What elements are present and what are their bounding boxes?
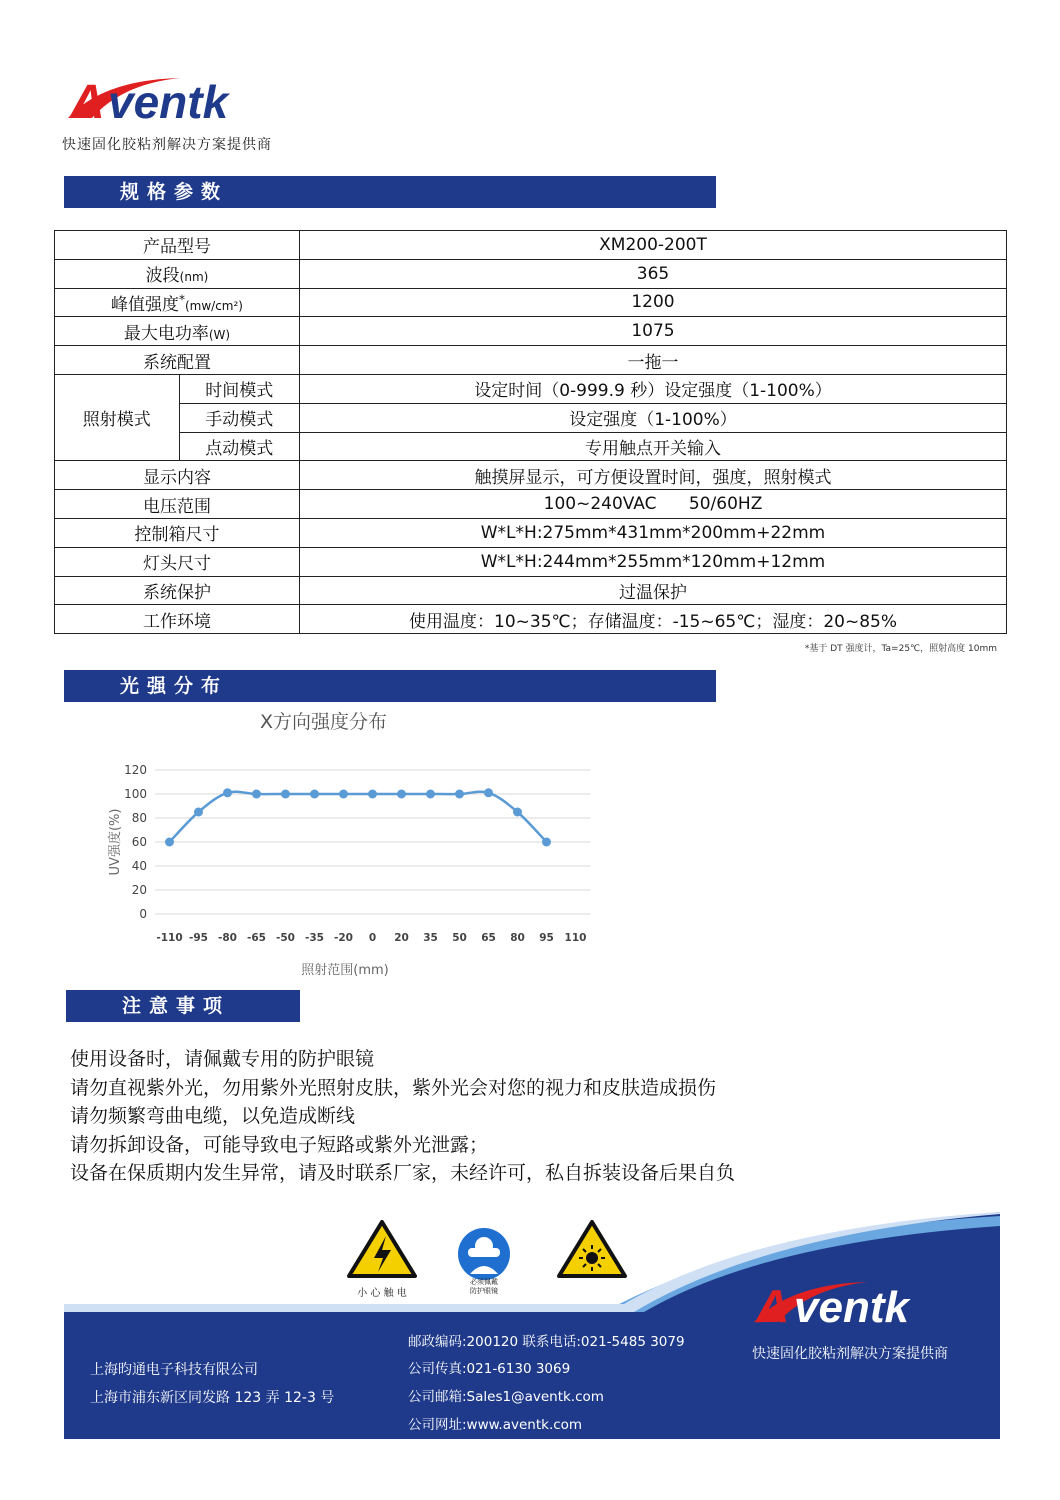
spec-label-text: 峰值强度 bbox=[110, 294, 179, 315]
y-tick-label: 60 bbox=[131, 835, 147, 849]
spec-row bbox=[55, 605, 1007, 634]
data-point bbox=[223, 788, 232, 797]
spec-row bbox=[55, 288, 1007, 317]
spec-label bbox=[55, 461, 300, 490]
section-light-header: 光强分布 bbox=[64, 670, 716, 702]
x-tick-label: -20 bbox=[334, 932, 353, 944]
x-tick-label: 110 bbox=[564, 932, 587, 944]
x-tick-label: 50 bbox=[452, 932, 467, 944]
mode-label: 点动模式 bbox=[179, 432, 300, 461]
spec-value: 一拖一 bbox=[300, 346, 1007, 375]
x-tick-label: -110 bbox=[156, 932, 183, 944]
spec-row bbox=[55, 490, 1007, 519]
website-link[interactable]: 公司网址:www.aventk.com bbox=[408, 1417, 583, 1433]
spec-value: 触摸屏显示，可方便设置时间，强度，照射模式 bbox=[300, 461, 1007, 490]
y-tick-label: 100 bbox=[124, 787, 147, 801]
y-tick-label: 0 bbox=[139, 907, 147, 921]
brand-tagline: 快速固化胶粘剂解决方案提供商 bbox=[62, 137, 272, 153]
uv-warning-sign bbox=[555, 1218, 629, 1280]
spec-row bbox=[55, 432, 1007, 461]
email-link[interactable]: 公司邮箱:Sales1@aventk.com bbox=[408, 1389, 604, 1405]
fax: 公司传真:021-6130 3069 bbox=[408, 1361, 571, 1377]
aventk-logo bbox=[62, 70, 292, 132]
svg-text:A: A bbox=[756, 1280, 790, 1332]
spec-value: 1075 bbox=[300, 317, 1007, 346]
spec-label-text: 灯头尺寸 bbox=[143, 554, 211, 575]
electric-warning-sign bbox=[345, 1218, 419, 1280]
spec-value: 100~240VAC 50/60HZ bbox=[300, 490, 1007, 519]
x-tick-label: -95 bbox=[189, 932, 208, 944]
spec-label-unit: (nm) bbox=[179, 270, 209, 285]
spec-row bbox=[55, 259, 1007, 288]
spec-value: 设定强度（1-100%） bbox=[300, 403, 1007, 432]
spec-label bbox=[55, 317, 300, 346]
notice-item: 请勿拆卸设备，可能导致电子短路或紫外光泄露； bbox=[70, 1133, 489, 1156]
spec-value: 1200 bbox=[300, 288, 1007, 317]
spec-value: 365 bbox=[300, 259, 1007, 288]
mode-label: 手动模式 bbox=[179, 403, 300, 432]
x-tick-label: 95 bbox=[539, 932, 554, 944]
spec-value: 使用温度：10~35℃；存储温度：-15~65℃；湿度：20~85% bbox=[300, 605, 1007, 634]
spec-label-text: 产品型号 bbox=[143, 237, 211, 258]
data-point bbox=[484, 788, 493, 797]
spec-value: W*L*H:244mm*255mm*120mm+12mm bbox=[300, 547, 1007, 576]
mode-group-label: 照射模式 bbox=[55, 374, 180, 460]
spec-table bbox=[54, 230, 1007, 634]
spec-row bbox=[55, 518, 1007, 547]
spec-value: W*L*H:275mm*431mm*200mm+22mm bbox=[300, 518, 1007, 547]
spec-label bbox=[55, 605, 300, 634]
spec-label-unit: (W) bbox=[208, 327, 231, 342]
spec-label bbox=[55, 231, 300, 260]
spec-label-unit: (mw/cm²) bbox=[184, 298, 243, 313]
spec-label-text: 最大电功率 bbox=[123, 323, 209, 344]
spec-row bbox=[55, 461, 1007, 490]
spec-label bbox=[55, 288, 300, 317]
x-axis-label: 照射范围(mm) bbox=[301, 963, 389, 978]
spec-label bbox=[55, 259, 300, 288]
data-point bbox=[513, 808, 522, 817]
data-point bbox=[542, 838, 551, 847]
spec-row bbox=[55, 547, 1007, 576]
spec-label-text: 系统保护 bbox=[143, 582, 211, 603]
company-name: 上海昀通电子科技有限公司 bbox=[90, 1362, 258, 1378]
spec-label bbox=[55, 576, 300, 605]
spec-row bbox=[55, 403, 1007, 432]
x-tick-label: 80 bbox=[510, 932, 525, 944]
y-tick-label: 120 bbox=[124, 763, 147, 777]
postcode-phone: 邮政编码:200120 联系电话:021-5485 3079 bbox=[408, 1334, 685, 1350]
notice-list bbox=[70, 1045, 735, 1188]
footer-aventk-logo bbox=[750, 1278, 980, 1334]
data-point bbox=[455, 790, 464, 799]
section-notice-header: 注意事项 bbox=[66, 990, 300, 1022]
notice-item: 设备在保质期内发生异常，请及时联系厂家，未经许可，私自拆装设备后果自负 bbox=[70, 1162, 736, 1184]
data-point bbox=[281, 790, 290, 799]
spec-row bbox=[55, 576, 1007, 605]
data-point bbox=[339, 790, 348, 799]
notice-item: 使用设备时，请佩戴专用的防护眼镜 bbox=[70, 1048, 375, 1070]
spec-label-text: 控制箱尺寸 bbox=[134, 525, 220, 546]
logo-text: ventk bbox=[108, 76, 229, 128]
data-point bbox=[310, 790, 319, 799]
spec-value: 过温保护 bbox=[300, 576, 1007, 605]
lightning-icon bbox=[345, 1218, 419, 1280]
x-tick-label: -80 bbox=[218, 932, 237, 944]
x-tick-label: 65 bbox=[481, 932, 496, 944]
footer-tagline: 快速固化胶粘剂解决方案提供商 bbox=[752, 1346, 948, 1362]
goggles-icon bbox=[456, 1226, 512, 1282]
chart-title: X方向强度分布 bbox=[260, 711, 388, 733]
data-point bbox=[426, 790, 435, 799]
spec-label bbox=[55, 346, 300, 375]
electric-sign-caption: 小 心 触 电 bbox=[357, 1288, 407, 1299]
spec-label-text: 工作环境 bbox=[143, 611, 211, 632]
mode-label: 时间模式 bbox=[179, 374, 300, 403]
y-axis-label: UV强度(%) bbox=[108, 808, 123, 876]
data-point bbox=[368, 790, 377, 799]
spec-label-text: 显示内容 bbox=[143, 467, 211, 488]
spec-label bbox=[55, 490, 300, 519]
notice-item: 请勿直视紫外光，勿用紫外光照射皮肤，紫外光会对您的视力和皮肤造成损伤 bbox=[70, 1076, 717, 1099]
company-address: 上海市浦东新区同发路 123 弄 12-3 号 bbox=[90, 1390, 335, 1406]
spec-label bbox=[55, 547, 300, 576]
y-tick-label: 40 bbox=[131, 859, 147, 873]
spec-row bbox=[55, 317, 1007, 346]
svg-text:A: A bbox=[70, 76, 105, 129]
x-tick-label: 20 bbox=[394, 932, 409, 944]
spec-label-text: 系统配置 bbox=[143, 352, 211, 373]
goggles-sign bbox=[456, 1226, 512, 1282]
spec-row bbox=[55, 374, 1007, 403]
spec-footnote: *基于 DT 强度计，Ta=25℃，照射高度 10mm bbox=[804, 644, 997, 654]
y-tick-label: 80 bbox=[131, 811, 147, 825]
x-tick-label: -65 bbox=[247, 932, 266, 944]
x-tick-label: 0 bbox=[368, 932, 377, 944]
y-tick-label: 20 bbox=[131, 883, 147, 897]
spec-value: 设定时间（0-999.9 秒）设定强度（1-100%） bbox=[300, 374, 1007, 403]
intensity-chart bbox=[95, 702, 615, 987]
spec-label-text: 电压范围 bbox=[143, 496, 211, 517]
goggles-sign-caption: 必须佩戴 防护眼镜 bbox=[470, 1278, 498, 1295]
section-specs-header: 规格参数 bbox=[64, 176, 716, 208]
data-point bbox=[252, 790, 261, 799]
data-point bbox=[165, 838, 174, 847]
notice-item: 请勿频繁弯曲电缆，以免造成断线 bbox=[70, 1105, 356, 1127]
spec-row bbox=[55, 231, 1007, 260]
spec-value: 专用触点开关输入 bbox=[300, 432, 1007, 461]
data-point bbox=[397, 790, 406, 799]
spec-label-sup: * bbox=[178, 292, 185, 307]
uv-radiation-icon bbox=[555, 1218, 629, 1280]
spec-label bbox=[55, 518, 300, 547]
x-tick-label: 35 bbox=[423, 932, 438, 944]
x-tick-label: -35 bbox=[305, 932, 324, 944]
x-tick-label: -50 bbox=[276, 932, 295, 944]
svg-text:ventk: ventk bbox=[794, 1283, 909, 1332]
data-point bbox=[194, 808, 203, 817]
spec-value: XM200-200T bbox=[300, 231, 1007, 260]
spec-row bbox=[55, 346, 1007, 375]
spec-label-text: 波段 bbox=[145, 266, 180, 287]
